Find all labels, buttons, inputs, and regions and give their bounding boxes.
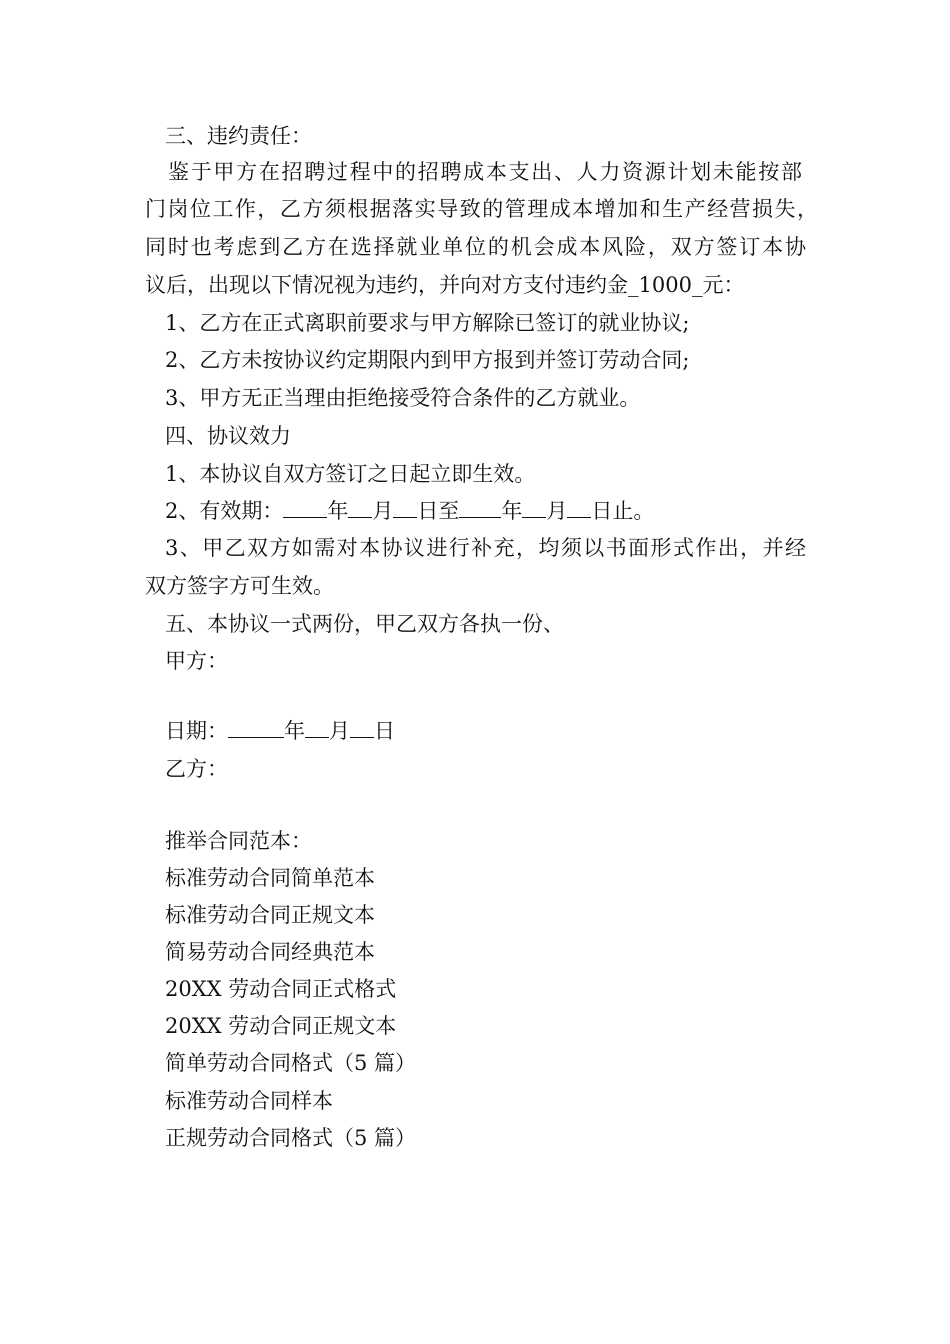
effect-item-2-validity <box>165 496 654 526</box>
breach-item-2: 2、乙方未按协议约定期限内到甲方报到并签订劳动合同; <box>165 348 690 372</box>
end-day-blank[interactable] <box>567 497 591 518</box>
section-copies: 五、本协议一式两份，甲乙双方各执一份、 <box>165 612 564 636</box>
breach-item-3: 3、甲方无正当理由拒绝接受符合条件的乙方就业。 <box>165 386 641 410</box>
day-label: 日 <box>374 719 395 743</box>
start-day-blank[interactable] <box>393 497 417 518</box>
year-label: 年 <box>284 719 305 743</box>
day-end-label: 日止。 <box>591 499 655 523</box>
breach-paragraph-line-3: 同时也考虑到乙方在选择就业单位的机会成本风险，双方签订本协 <box>145 235 806 259</box>
recommend-link-3[interactable]: 简易劳动合同经典范本 <box>165 940 375 964</box>
end-month-blank[interactable] <box>522 497 546 518</box>
year-label: 年 <box>327 499 349 523</box>
end-year-blank[interactable] <box>459 497 501 518</box>
month-label: 月 <box>546 499 568 523</box>
validity-label: 2、有效期： <box>165 499 284 523</box>
recommend-link-5[interactable]: 20XX 劳动合同正规文本 <box>165 1014 397 1038</box>
recommend-link-2[interactable]: 标准劳动合同正规文本 <box>165 903 375 927</box>
recommend-link-4[interactable]: 20XX 劳动合同正式格式 <box>165 977 397 1001</box>
effect-item-3-line-1: 3、甲乙双方如需对本协议进行补充，均须以书面形式作出，并经 <box>165 536 806 560</box>
recommend-link-1[interactable]: 标准劳动合同简单范本 <box>165 866 375 890</box>
breach-paragraph-line-1: 鉴于甲方在招聘过程中的招聘成本支出、人力资源计划未能按部 <box>168 160 802 184</box>
year-label: 年 <box>501 499 523 523</box>
effect-item-1: 1、本协议自双方签订之日起立即生效。 <box>165 462 536 486</box>
recommend-link-6[interactable]: 简单劳动合同格式（5 篇） <box>165 1051 417 1075</box>
recommend-link-8[interactable]: 正规劳动合同格式（5 篇） <box>165 1126 417 1150</box>
start-month-blank[interactable] <box>348 497 372 518</box>
start-year-blank[interactable] <box>283 497 327 518</box>
date-year-blank[interactable] <box>228 717 284 738</box>
recommend-link-7[interactable]: 标准劳动合同样本 <box>165 1089 333 1113</box>
party-b-label: 乙方： <box>165 757 228 781</box>
date-label: 日期： <box>165 719 228 743</box>
section-heading-effect: 四、协议效力 <box>165 424 291 448</box>
month-label: 月 <box>372 499 394 523</box>
effect-item-3-line-2: 双方签字方可生效。 <box>145 574 334 598</box>
breach-paragraph-line-4: 议后，出现以下情况视为违约，并向对方支付违约金_1000_元： <box>145 273 745 297</box>
breach-item-1: 1、乙方在正式离职前要求与甲方解除已签订的就业协议; <box>165 311 690 335</box>
date-month-blank[interactable] <box>305 717 329 738</box>
date-day-blank[interactable] <box>350 717 374 738</box>
month-label: 月 <box>329 719 350 743</box>
day-to-label: 日至 <box>417 499 460 523</box>
recommend-heading: 推举合同范本： <box>165 829 312 853</box>
party-a-label: 甲方： <box>165 649 228 673</box>
breach-paragraph-line-2: 门岗位工作，乙方须根据落实导致的管理成本增加和生产经营损失， <box>145 197 818 221</box>
date-line <box>165 716 395 746</box>
section-heading-breach: 三、违约责任： <box>165 124 312 148</box>
